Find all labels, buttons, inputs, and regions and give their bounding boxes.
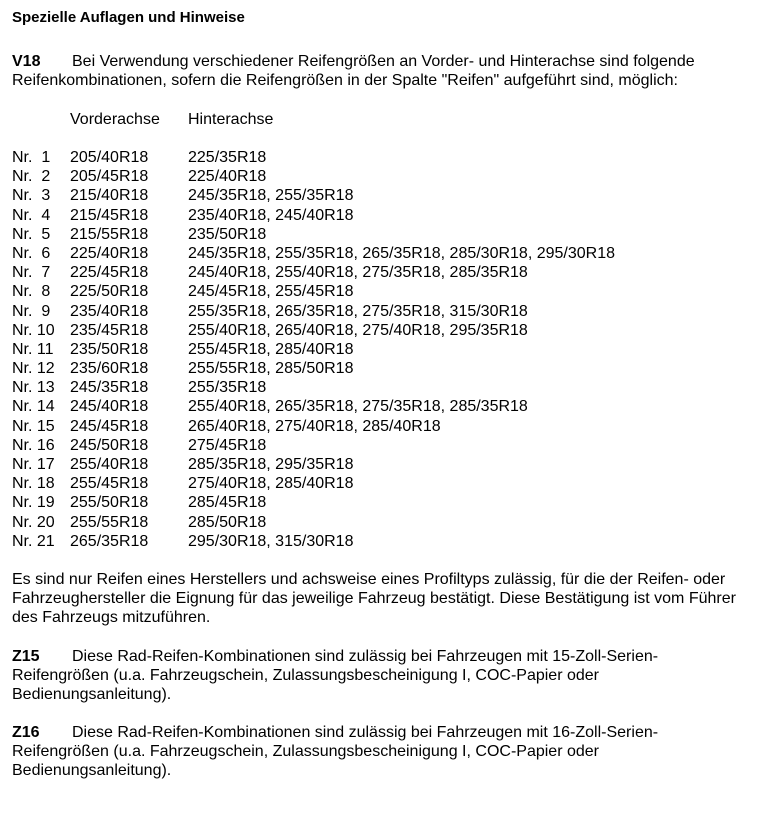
rear-axle-sizes: 235/40R18, 245/40R18	[188, 206, 354, 224]
rear-axle-sizes: 255/45R18, 285/40R18	[188, 340, 354, 358]
row-number: Nr. 4	[12, 206, 51, 224]
row-number: Nr. 6	[12, 244, 51, 262]
rear-axle-sizes: 255/35R18, 265/35R18, 275/35R18, 315/30R18	[188, 302, 528, 320]
z16-line-3: Bedienungsanleitung).	[12, 762, 172, 779]
row-number: Nr. 18	[12, 475, 55, 493]
note-line-2: Fahrzeughersteller die Eignung für das jeweilige Fahrzeug bestätigt. Diese Bestätigung ist vom Führer	[12, 590, 736, 607]
z15-line-1: Diese Rad-Reifen-Kombinationen sind zulässig bei Fahrzeugen mit 15-Zoll-Serien-	[72, 648, 659, 665]
rear-axle-sizes: 275/45R18	[188, 436, 267, 454]
front-axle-size: 225/45R18	[70, 264, 149, 282]
table-row	[12, 244, 615, 263]
z15-line-2: Reifengrößen (u.a. Fahrzeugschein, Zulassungsbescheinigung I, COC-Papier oder	[12, 667, 599, 684]
row-number: Nr. 3	[12, 187, 51, 205]
table-body	[12, 148, 615, 551]
z15-code: Z15	[12, 648, 40, 665]
z16-code: Z16	[12, 724, 40, 741]
rear-axle-sizes: 245/45R18, 255/45R18	[188, 283, 354, 301]
row-number: Nr. 9	[12, 302, 51, 320]
rear-axle-sizes: 255/35R18	[188, 379, 267, 397]
v18-code: V18	[12, 53, 41, 70]
front-axle-size: 235/45R18	[70, 321, 149, 339]
front-axle-size: 215/40R18	[70, 187, 149, 205]
front-axle-size: 205/40R18	[70, 149, 149, 166]
row-number: Nr. 14	[12, 398, 55, 416]
rear-axle-sizes: 225/40R18	[188, 168, 267, 186]
front-axle-size: 255/50R18	[70, 494, 149, 512]
table-row	[12, 263, 615, 282]
z16-line-1: Diese Rad-Reifen-Kombinationen sind zulässig bei Fahrzeugen mit 16-Zoll-Serien-	[72, 724, 659, 741]
rear-axle-sizes: 255/40R18, 265/40R18, 275/40R18, 295/35R18	[188, 321, 528, 339]
section-title: Spezielle Auflagen und Hinweise	[12, 9, 245, 26]
rear-axle-sizes: 285/35R18, 295/35R18	[188, 456, 354, 473]
rear-axle-sizes: 225/35R18	[188, 149, 267, 166]
rear-axle-sizes: 285/45R18	[188, 494, 267, 512]
row-number: Nr. 20	[12, 513, 55, 531]
z16-line-2: Reifengrößen (u.a. Fahrzeugschein, Zulassungsbescheinigung I, COC-Papier oder	[12, 743, 599, 760]
row-number: Nr. 1	[12, 149, 51, 166]
front-axle-size: 255/45R18	[70, 475, 149, 493]
z15-line-3: Bedienungsanleitung).	[12, 686, 172, 703]
header-front-axle: Vorderachse	[70, 111, 160, 128]
note-paragraph	[12, 570, 782, 627]
row-number: Nr. 12	[12, 360, 55, 378]
v18-line-2: Reifenkombinationen, sofern die Reifengrößen in der Spalte "Reifen" aufgeführt sind, möglich:	[12, 72, 678, 89]
table-row	[12, 148, 615, 167]
v18-paragraph	[12, 52, 782, 90]
row-number: Nr. 8	[12, 283, 51, 301]
v18-line-1: Bei Verwendung verschiedener Reifengrößen an Vorder- und Hinterachse sind folgende	[72, 53, 695, 70]
table-header	[12, 110, 615, 129]
row-number: Nr. 17	[12, 456, 55, 473]
table-row	[12, 378, 615, 397]
z15-paragraph	[12, 647, 782, 704]
row-number: Nr. 2	[12, 168, 51, 186]
front-axle-size: 245/35R18	[70, 379, 149, 397]
row-number: Nr. 5	[12, 225, 51, 243]
row-number: Nr. 21	[12, 532, 55, 550]
rear-axle-sizes: 255/40R18, 265/35R18, 275/35R18, 285/35R18	[188, 398, 528, 416]
table-row	[12, 532, 615, 551]
front-axle-size: 265/35R18	[70, 532, 149, 550]
front-axle-size: 215/55R18	[70, 225, 149, 243]
table-row	[12, 225, 615, 244]
rear-axle-sizes: 265/40R18, 275/40R18, 285/40R18	[188, 417, 441, 435]
front-axle-size: 235/60R18	[70, 360, 149, 378]
row-number: Nr. 7	[12, 264, 51, 282]
table-row	[12, 436, 615, 455]
row-number: Nr. 19	[12, 494, 55, 512]
table-row	[12, 417, 615, 436]
header-rear-axle: Hinterachse	[188, 111, 274, 128]
rear-axle-sizes: 235/50R18	[188, 225, 267, 243]
front-axle-size: 205/45R18	[70, 168, 149, 186]
table-row	[12, 167, 615, 186]
front-axle-size: 235/40R18	[70, 302, 149, 320]
note-line-3: des Fahrzeugs mitzuführen.	[12, 609, 211, 626]
front-axle-size: 255/40R18	[70, 456, 149, 473]
front-axle-size: 245/40R18	[70, 398, 149, 416]
row-number: Nr. 10	[12, 321, 55, 339]
rear-axle-sizes: 245/35R18, 255/35R18, 265/35R18, 285/30R18, 295/30R18	[188, 244, 616, 262]
rear-axle-sizes: 245/35R18, 255/35R18	[188, 187, 354, 205]
table-row	[12, 513, 615, 532]
rear-axle-sizes: 285/50R18	[188, 513, 267, 531]
front-axle-size: 255/55R18	[70, 513, 149, 531]
table-row	[12, 302, 615, 321]
table-row	[12, 493, 615, 512]
front-axle-size: 225/50R18	[70, 283, 149, 301]
table-row	[12, 397, 615, 416]
rear-axle-sizes: 255/55R18, 285/50R18	[188, 360, 354, 378]
row-number: Nr. 15	[12, 417, 55, 435]
front-axle-size: 215/45R18	[70, 206, 149, 224]
table-row	[12, 321, 615, 340]
front-axle-size: 245/45R18	[70, 417, 149, 435]
table-row	[12, 282, 615, 301]
rear-axle-sizes: 245/40R18, 255/40R18, 275/35R18, 285/35R18	[188, 264, 528, 282]
table-row	[12, 474, 615, 493]
table-row	[12, 340, 615, 359]
tire-combination-table	[12, 110, 615, 551]
z16-paragraph	[12, 723, 782, 780]
rear-axle-sizes: 295/30R18, 315/30R18	[188, 532, 354, 550]
table-row	[12, 206, 615, 225]
row-number: Nr. 13	[12, 379, 55, 397]
table-row	[12, 186, 615, 205]
row-number: Nr. 16	[12, 436, 55, 454]
table-row	[12, 455, 615, 474]
front-axle-size: 245/50R18	[70, 436, 149, 454]
note-line-1: Es sind nur Reifen eines Herstellers und achsweise eines Profiltyps zulässig, für die der Reifen- oder	[12, 571, 726, 588]
rear-axle-sizes: 275/40R18, 285/40R18	[188, 475, 354, 493]
front-axle-size: 225/40R18	[70, 244, 149, 262]
table-row	[12, 359, 615, 378]
row-number: Nr. 11	[12, 340, 54, 358]
front-axle-size: 235/50R18	[70, 340, 149, 358]
